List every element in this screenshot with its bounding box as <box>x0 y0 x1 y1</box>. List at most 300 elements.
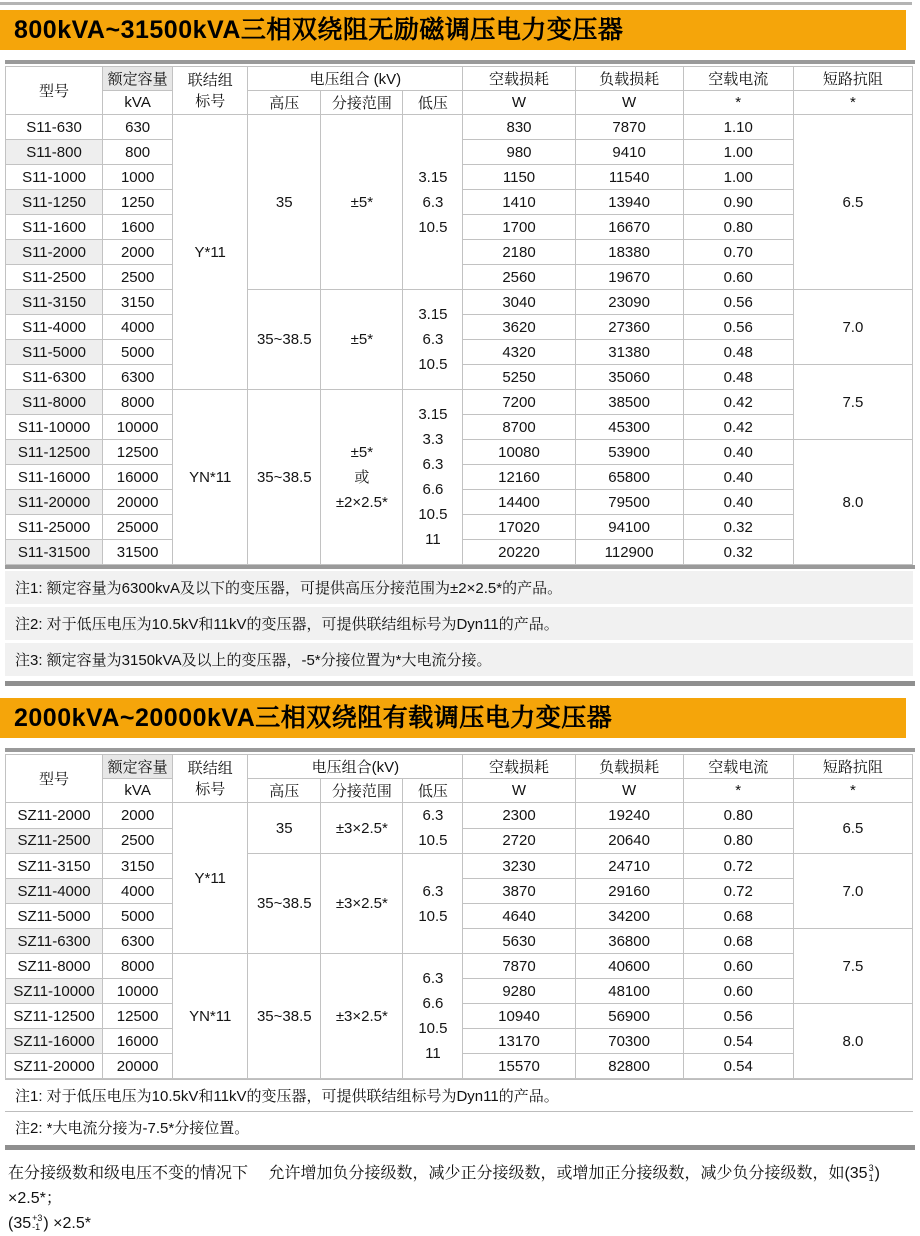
capacity-cell: 6300 <box>103 929 173 954</box>
model-cell: S11-10000 <box>6 415 103 440</box>
no-load-current-cell: 0.70 <box>683 240 793 265</box>
header-row <box>6 91 913 115</box>
no-load-loss-cell: 5630 <box>463 929 575 954</box>
note-line: 注1: 额定容量为6300kvA及以下的变压器，可提供高压分接范围为±2×2.5*的产品。 <box>5 571 913 607</box>
no-load-loss-cell: 8700 <box>463 415 575 440</box>
merged-hv-cell <box>248 390 321 565</box>
merged-hv-cell <box>248 115 321 290</box>
capacity-cell: 4000 <box>103 879 173 904</box>
no-load-loss-cell: 830 <box>463 115 575 140</box>
no-load-loss-cell: 3620 <box>463 315 575 340</box>
load-loss-cell: 19670 <box>575 265 683 290</box>
no-load-loss-cell: 3040 <box>463 290 575 315</box>
cell-line: 7.0 <box>842 318 864 336</box>
model-cell: SZ11-10000 <box>6 979 103 1004</box>
merged-impedance-cell <box>793 115 912 290</box>
merged-lv-cell <box>403 954 463 1079</box>
capacity-cell: 5000 <box>103 904 173 929</box>
unit-star: * <box>793 779 912 803</box>
no-load-loss-cell: 12160 <box>463 465 575 490</box>
capacity-cell: 10000 <box>103 415 173 440</box>
load-loss-cell: 27360 <box>575 315 683 340</box>
merged-impedance-cell <box>793 1004 912 1079</box>
model-cell: SZ11-5000 <box>6 904 103 929</box>
cell-line: 10.5 <box>418 218 448 236</box>
capacity-cell: 2000 <box>103 803 173 829</box>
column-header-hv: 高压 <box>248 779 321 803</box>
cell-line: 10.5 <box>418 1020 448 1037</box>
no-load-current-cell: 0.42 <box>683 390 793 415</box>
table-top-rule <box>5 748 915 752</box>
no-load-current-cell: 0.72 <box>683 879 793 904</box>
merged-vector-cell <box>173 954 248 1079</box>
no-load-loss-cell: 1700 <box>463 215 575 240</box>
no-load-loss-cell: 13170 <box>463 1029 575 1054</box>
unit-kva: kVA <box>103 91 173 115</box>
no-load-loss-cell: 2300 <box>463 803 575 829</box>
cell-line: 35~38.5 <box>256 331 312 348</box>
column-header-load-loss: 负载损耗 <box>575 67 683 91</box>
capacity-cell: 4000 <box>103 315 173 340</box>
load-loss-cell: 35060 <box>575 365 683 390</box>
cell-line: 11 <box>425 1045 441 1062</box>
cell-line: 35~38.5 <box>256 1007 312 1025</box>
column-header-voltage-combo: 电压组合(kV) <box>248 755 463 779</box>
load-loss-cell: 65800 <box>575 465 683 490</box>
capacity-cell: 1250 <box>103 190 173 215</box>
no-load-current-cell: 0.48 <box>683 340 793 365</box>
cell-line: 10.5 <box>418 832 448 849</box>
table-head <box>6 67 913 115</box>
table-row <box>6 115 913 140</box>
no-load-current-cell: 0.54 <box>683 1054 793 1079</box>
cell-line: 6.6 <box>422 995 444 1012</box>
merged-lv-cell <box>403 290 463 390</box>
no-load-loss-cell: 5250 <box>463 365 575 390</box>
capacity-cell: 20000 <box>103 490 173 515</box>
model-cell: S11-31500 <box>6 540 103 565</box>
column-header-hv: 高压 <box>248 91 321 115</box>
model-cell: S11-12500 <box>6 440 103 465</box>
merged-lv-cell <box>403 854 463 954</box>
cell-line: 35~38.5 <box>256 468 312 486</box>
cell-line: ±3×2.5* <box>335 1007 388 1025</box>
cell-line: 联结组 <box>187 71 233 89</box>
no-load-current-cell: 0.42 <box>683 415 793 440</box>
notes-bottom-rule <box>5 681 915 686</box>
load-loss-cell: 11540 <box>575 165 683 190</box>
column-header-tap-range: 分接范围 <box>321 91 403 115</box>
cell-line: 联结组 <box>187 759 233 777</box>
merged-tap-cell <box>321 803 403 854</box>
load-loss-cell: 53900 <box>575 440 683 465</box>
no-load-current-cell: 0.80 <box>683 828 793 854</box>
top-divider <box>0 2 912 5</box>
table-row <box>6 390 913 415</box>
spec-table <box>5 754 913 1079</box>
merged-vector-cell <box>173 803 248 954</box>
column-header-model: 型号 <box>6 755 103 803</box>
table-row <box>6 290 913 315</box>
no-load-current-cell: 0.56 <box>683 1004 793 1029</box>
model-cell: S11-630 <box>6 115 103 140</box>
load-loss-cell: 34200 <box>575 904 683 929</box>
load-loss-cell: 29160 <box>575 879 683 904</box>
model-cell: S11-3150 <box>6 290 103 315</box>
model-cell: SZ11-2000 <box>6 803 103 829</box>
load-loss-cell: 23090 <box>575 290 683 315</box>
no-load-current-cell: 1.00 <box>683 140 793 165</box>
cell-line: 10.5 <box>418 356 448 373</box>
section1-table-zone <box>5 60 915 686</box>
note-line: 注1: 对于低压电压为10.5kV和11kV的变压器，可提供联结组标号为Dyn11的产品。 <box>5 1079 913 1111</box>
no-load-current-cell: 0.32 <box>683 540 793 565</box>
unit-w: W <box>575 91 683 115</box>
cell-line: YN*11 <box>189 468 232 486</box>
model-cell: S11-1250 <box>6 190 103 215</box>
tap-sup-sub <box>32 1214 42 1233</box>
footer-line1-text: 在分接级数和级电压不变的情况下 允许增加负分接级数，减少正分接级数，或增加正分接级数，减少负分接级数，如(35 <box>8 1165 868 1182</box>
cell-line: 7.0 <box>842 882 864 900</box>
merged-lv-cell <box>403 390 463 565</box>
cell-line: ±3×2.5* <box>335 895 388 912</box>
column-header-capacity: 额定容量 <box>103 755 173 779</box>
column-header-model: 型号 <box>6 67 103 115</box>
capacity-cell: 800 <box>103 140 173 165</box>
merged-tap-cell <box>321 390 403 565</box>
load-loss-cell: 48100 <box>575 979 683 1004</box>
cell-line: 35 <box>275 819 293 837</box>
tap-superscript: +3 <box>32 1212 43 1223</box>
no-load-current-cell: 1.10 <box>683 115 793 140</box>
no-load-loss-cell: 2180 <box>463 240 575 265</box>
no-load-loss-cell: 7200 <box>463 390 575 415</box>
cell-line: ±5* <box>350 443 374 461</box>
model-cell: SZ11-8000 <box>6 954 103 979</box>
note-line: 注2: 对于低压电压为10.5kV和11kV的变压器，可提供联结组标号为Dyn11的产品。 <box>5 607 913 643</box>
section2-title: 2000kVA~20000kVA三相双绕阻有载调压电力变压器 <box>14 704 613 732</box>
merged-tap-cell <box>321 115 403 290</box>
merged-impedance-cell <box>793 854 912 929</box>
model-cell: SZ11-3150 <box>6 854 103 879</box>
merged-impedance-cell <box>793 803 912 854</box>
no-load-loss-cell: 4640 <box>463 904 575 929</box>
no-load-current-cell: 1.00 <box>683 165 793 190</box>
cell-line: 3.15 <box>418 306 448 323</box>
spec-table <box>5 66 913 565</box>
table-body <box>6 115 913 565</box>
table-row <box>6 954 913 979</box>
cell-line: 8.0 <box>842 493 864 511</box>
capacity-cell: 20000 <box>103 1054 173 1079</box>
merged-hv-cell <box>248 803 321 854</box>
cell-line: 10.5 <box>418 907 448 925</box>
merged-lv-cell <box>403 115 463 290</box>
capacity-cell: 25000 <box>103 515 173 540</box>
no-load-current-cell: 0.80 <box>683 215 793 240</box>
model-cell: S11-4000 <box>6 315 103 340</box>
merged-impedance-cell <box>793 440 912 565</box>
no-load-current-cell: 0.40 <box>683 490 793 515</box>
cell-line: 6.3 <box>422 807 444 824</box>
load-loss-cell: 7870 <box>575 115 683 140</box>
column-header-lv: 低压 <box>403 779 463 803</box>
cell-line: 标号 <box>195 780 226 798</box>
capacity-cell: 2500 <box>103 265 173 290</box>
merged-impedance-cell <box>793 929 912 1004</box>
footer-line2-tail: ) ×2.5* <box>43 1214 91 1232</box>
tap-subscript: 1 <box>868 1172 874 1183</box>
column-header-vector-group <box>173 67 248 115</box>
cell-line: ±3×2.5* <box>335 819 388 837</box>
table-body <box>6 803 913 1079</box>
capacity-cell: 8000 <box>103 390 173 415</box>
page <box>0 2 920 1233</box>
column-header-no-load-loss: 空载损耗 <box>463 67 575 91</box>
notes-block <box>5 571 913 679</box>
capacity-cell: 2000 <box>103 240 173 265</box>
column-header-impedance: 短路抗阻 <box>793 67 912 91</box>
unit-star: * <box>683 91 793 115</box>
no-load-current-cell: 0.72 <box>683 854 793 879</box>
cell-line: 6.3 <box>422 331 444 348</box>
no-load-current-cell: 0.60 <box>683 265 793 290</box>
cell-line: 10.5 <box>418 506 448 523</box>
no-load-loss-cell: 1410 <box>463 190 575 215</box>
capacity-cell: 2500 <box>103 828 173 854</box>
model-cell: SZ11-20000 <box>6 1054 103 1079</box>
merged-hv-cell <box>248 854 321 954</box>
cell-line: 35~38.5 <box>256 895 312 912</box>
table-row <box>6 854 913 879</box>
column-header-voltage-combo: 电压组合 (kV) <box>248 67 463 91</box>
cell-line: 6.3 <box>422 193 444 211</box>
no-load-loss-cell: 2720 <box>463 828 575 854</box>
no-load-current-cell: 0.68 <box>683 904 793 929</box>
cell-line: 7.5 <box>842 393 864 411</box>
header-row <box>6 755 913 779</box>
load-loss-cell: 45300 <box>575 415 683 440</box>
table-head <box>6 755 913 803</box>
no-load-loss-cell: 15570 <box>463 1054 575 1079</box>
capacity-cell: 10000 <box>103 979 173 1004</box>
cell-line: YN*11 <box>189 1007 232 1025</box>
merged-tap-cell <box>321 854 403 954</box>
cell-line: Y*11 <box>194 243 226 261</box>
cell-line: 8.0 <box>842 1032 864 1050</box>
no-load-current-cell: 0.48 <box>683 365 793 390</box>
tap-subscript: -1 <box>32 1222 41 1233</box>
cell-line: ±5* <box>350 331 374 348</box>
cell-line: 3.15 <box>418 406 448 423</box>
load-loss-cell: 82800 <box>575 1054 683 1079</box>
merged-impedance-cell <box>793 365 912 440</box>
model-cell: SZ11-16000 <box>6 1029 103 1054</box>
no-load-loss-cell: 2560 <box>463 265 575 290</box>
footer-line1-tail: ) ×2.5*； <box>8 1165 880 1207</box>
capacity-cell: 16000 <box>103 465 173 490</box>
load-loss-cell: 18380 <box>575 240 683 265</box>
no-load-current-cell: 0.68 <box>683 929 793 954</box>
load-loss-cell: 70300 <box>575 1029 683 1054</box>
capacity-cell: 6300 <box>103 365 173 390</box>
merged-vector-cell <box>173 390 248 565</box>
capacity-cell: 31500 <box>103 540 173 565</box>
cell-line: 3.3 <box>422 431 444 448</box>
cell-line: ±5* <box>350 193 374 211</box>
cell-line: 6.6 <box>422 481 444 498</box>
load-loss-cell: 9410 <box>575 140 683 165</box>
cell-line: 6.3 <box>422 882 444 900</box>
load-loss-cell: 19240 <box>575 803 683 829</box>
model-cell: SZ11-2500 <box>6 828 103 854</box>
no-load-loss-cell: 7870 <box>463 954 575 979</box>
column-header-no-load-current: 空载电流 <box>683 67 793 91</box>
section1-title-bar <box>0 10 906 50</box>
load-loss-cell: 16670 <box>575 215 683 240</box>
merged-hv-cell <box>248 290 321 390</box>
model-cell: S11-16000 <box>6 465 103 490</box>
capacity-cell: 16000 <box>103 1029 173 1054</box>
cell-line: 35 <box>275 193 293 211</box>
column-header-lv: 低压 <box>403 91 463 115</box>
cell-line: 6.3 <box>422 456 444 473</box>
column-header-no-load-current: 空载电流 <box>683 755 793 779</box>
capacity-cell: 3150 <box>103 854 173 879</box>
no-load-loss-cell: 10940 <box>463 1004 575 1029</box>
model-cell: S11-6300 <box>6 365 103 390</box>
capacity-cell: 1000 <box>103 165 173 190</box>
footer-paragraph <box>8 1162 912 1236</box>
tap-superscript: 3 <box>868 1163 874 1174</box>
load-loss-cell: 24710 <box>575 854 683 879</box>
cell-line: 6.5 <box>842 819 864 837</box>
load-loss-cell: 20640 <box>575 828 683 854</box>
column-header-impedance: 短路抗阻 <box>793 755 912 779</box>
column-header-vector-group <box>173 755 248 803</box>
no-load-loss-cell: 14400 <box>463 490 575 515</box>
column-header-capacity: 额定容量 <box>103 67 173 91</box>
no-load-current-cell: 0.90 <box>683 190 793 215</box>
load-loss-cell: 38500 <box>575 390 683 415</box>
header-row <box>6 67 913 91</box>
note-line: 注2: *大电流分接为-7.5*分接位置。 <box>5 1111 913 1143</box>
section2-title-bar <box>0 698 906 738</box>
no-load-loss-cell: 1150 <box>463 165 575 190</box>
cell-line: 6.5 <box>842 193 864 211</box>
no-load-current-cell: 0.60 <box>683 979 793 1004</box>
no-load-current-cell: 0.54 <box>683 1029 793 1054</box>
capacity-cell: 630 <box>103 115 173 140</box>
load-loss-cell: 13940 <box>575 190 683 215</box>
column-header-load-loss: 负载损耗 <box>575 755 683 779</box>
unit-kva: kVA <box>103 779 173 803</box>
table-bottom-rule <box>5 565 915 569</box>
model-cell: S11-8000 <box>6 390 103 415</box>
column-header-no-load-loss: 空载损耗 <box>463 755 575 779</box>
no-load-current-cell: 0.80 <box>683 803 793 829</box>
model-cell: S11-800 <box>6 140 103 165</box>
cell-line: Y*11 <box>194 869 226 887</box>
no-load-current-cell: 0.40 <box>683 440 793 465</box>
capacity-cell: 5000 <box>103 340 173 365</box>
unit-star: * <box>793 91 912 115</box>
section1-title: 800kVA~31500kVA三相双绕阻无励磁调压电力变压器 <box>14 16 624 44</box>
tap-sup-sub <box>869 1164 874 1183</box>
merged-tap-cell <box>321 954 403 1079</box>
merged-vector-cell <box>173 115 248 390</box>
notes-block <box>5 1079 913 1143</box>
cell-line: ±2×2.5* <box>335 493 388 511</box>
cell-line: 11 <box>425 531 441 548</box>
merged-impedance-cell <box>793 290 912 365</box>
header-row <box>6 779 913 803</box>
no-load-current-cell: 0.60 <box>683 954 793 979</box>
merged-lv-cell <box>403 803 463 854</box>
model-cell: S11-20000 <box>6 490 103 515</box>
unit-w: W <box>463 779 575 803</box>
notes-bottom-rule <box>5 1145 915 1150</box>
load-loss-cell: 40600 <box>575 954 683 979</box>
load-loss-cell: 31380 <box>575 340 683 365</box>
no-load-loss-cell: 10080 <box>463 440 575 465</box>
footer-line2-text: (35 <box>8 1214 32 1232</box>
no-load-loss-cell: 20220 <box>463 540 575 565</box>
capacity-cell: 12500 <box>103 440 173 465</box>
cell-line: 6.3 <box>422 970 444 987</box>
unit-w: W <box>463 91 575 115</box>
cell-line: 标号 <box>195 92 226 110</box>
load-loss-cell: 79500 <box>575 490 683 515</box>
unit-w: W <box>575 779 683 803</box>
table-row <box>6 803 913 829</box>
no-load-loss-cell: 9280 <box>463 979 575 1004</box>
model-cell: S11-1600 <box>6 215 103 240</box>
no-load-current-cell: 0.32 <box>683 515 793 540</box>
capacity-cell: 8000 <box>103 954 173 979</box>
model-cell: S11-2000 <box>6 240 103 265</box>
load-loss-cell: 94100 <box>575 515 683 540</box>
model-cell: S11-5000 <box>6 340 103 365</box>
model-cell: S11-2500 <box>6 265 103 290</box>
load-loss-cell: 56900 <box>575 1004 683 1029</box>
unit-star: * <box>683 779 793 803</box>
load-loss-cell: 36800 <box>575 929 683 954</box>
no-load-current-cell: 0.56 <box>683 315 793 340</box>
model-cell: SZ11-4000 <box>6 879 103 904</box>
load-loss-cell: 112900 <box>575 540 683 565</box>
no-load-current-cell: 0.56 <box>683 290 793 315</box>
section2-table-zone <box>5 748 915 1150</box>
merged-tap-cell <box>321 290 403 390</box>
model-cell: S11-25000 <box>6 515 103 540</box>
capacity-cell: 1600 <box>103 215 173 240</box>
no-load-loss-cell: 980 <box>463 140 575 165</box>
capacity-cell: 12500 <box>103 1004 173 1029</box>
no-load-loss-cell: 17020 <box>463 515 575 540</box>
no-load-loss-cell: 3230 <box>463 854 575 879</box>
note-line: 注3: 额定容量为3150kVA及以上的变压器，-5*分接位置为*大电流分接。 <box>5 643 913 679</box>
no-load-loss-cell: 3870 <box>463 879 575 904</box>
model-cell: S11-1000 <box>6 165 103 190</box>
cell-line: 3.15 <box>418 168 448 186</box>
table-top-rule <box>5 60 915 64</box>
capacity-cell: 3150 <box>103 290 173 315</box>
no-load-current-cell: 0.40 <box>683 465 793 490</box>
model-cell: SZ11-6300 <box>6 929 103 954</box>
model-cell: SZ11-12500 <box>6 1004 103 1029</box>
cell-line: 或 <box>354 468 370 486</box>
